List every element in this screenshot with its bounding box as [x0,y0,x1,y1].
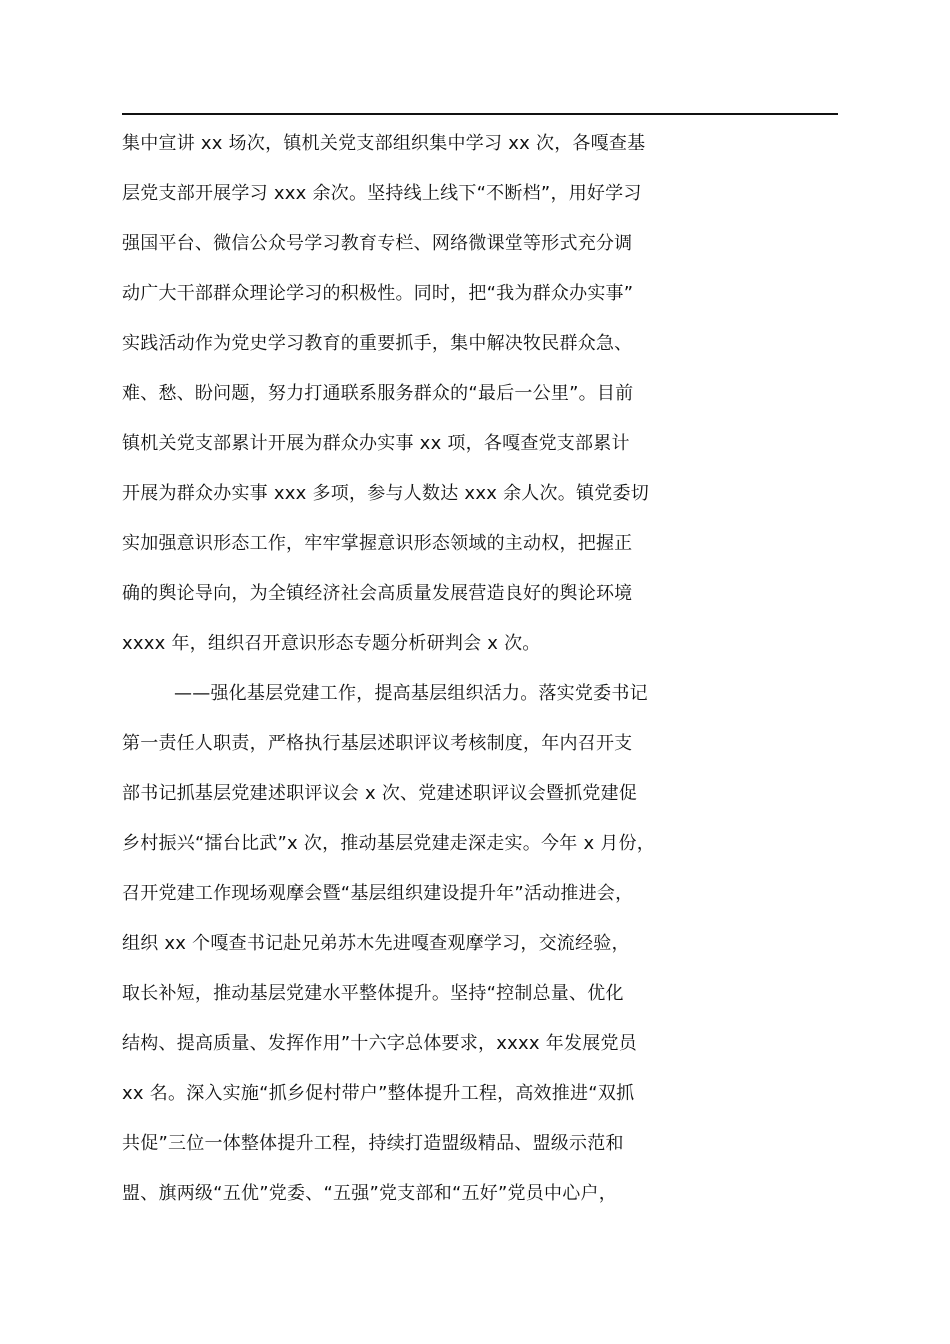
text-line: 盟、旗两级“五优”党委、“五强”党支部和“五好”党员中心户， [122,1183,617,1204]
text-line: xx 名。深入实施“抓乡促村带户”整体提升工程，高效推进“双抓 [122,1083,635,1104]
text-line: 召开党建工作现场观摩会暨“基层组织建设提升年”活动推进会， [122,883,634,904]
text-line: 结构、提高质量、发挥作用”十六字总体要求，xxxx 年发展党员 [122,1033,637,1054]
text-line: 乡村振兴“擂台比武”x 次，推动基层党建走深走实。今年 x 月份， [122,833,656,854]
text-line: 强国平台、微信公众号学习教育专栏、网络微课堂等形式充分调 [122,233,633,254]
text-line: 实加强意识形态工作，牢牢掌握意识形态领域的主动权，把握正 [122,533,633,554]
text-line: 开展为群众办实事 xxx 多项，参与人数达 xxx 余人次。镇党委切 [122,483,649,504]
text-line: 取长补短，推动基层党建水平整体提升。坚持“控制总量、优化 [122,983,624,1004]
text-line: 集中宣讲 xx 场次，镇机关党支部组织集中学习 xx 次，各嘎查基 [122,133,646,154]
text-line: xxxx 年，组织召开意识形态专题分析研判会 x 次。 [122,633,541,654]
text-line: 共促”三位一体整体提升工程，持续打造盟级精品、盟级示范和 [122,1133,624,1154]
text-line: 部书记抓基层党建述职评议会 x 次、党建述职评议会暨抓党建促 [122,783,638,804]
text-line: 实践活动作为党史学习教育的重要抓手，集中解决牧民群众急、 [122,333,633,354]
text-line: 动广大干部群众理论学习的积极性。同时，把“我为群众办实事” [122,283,634,304]
header-rule [122,113,838,115]
text-line: 组织 xx 个嘎查书记赴兄弟苏木先进嘎查观摩学习，交流经验， [122,933,630,954]
text-line: 确的舆论导向，为全镇经济社会高质量发展营造良好的舆论环境 [122,583,633,604]
text-line: 第一责任人职责，严格执行基层述职评议考核制度，年内召开支 [122,733,633,754]
body-text [122,119,862,1219]
text-line: 层党支部开展学习 xxx 余次。坚持线上线下“不断档”，用好学习 [122,183,642,204]
paragraph-start-line: ——强化基层党建工作，提高基层组织活力。落实党委书记 [174,683,648,704]
text-line: 镇机关党支部累计开展为群众办实事 xx 项，各嘎查党支部累计 [122,433,630,454]
text-line: 难、愁、盼问题，努力打通联系服务群众的“最后一公里”。目前 [122,383,634,404]
